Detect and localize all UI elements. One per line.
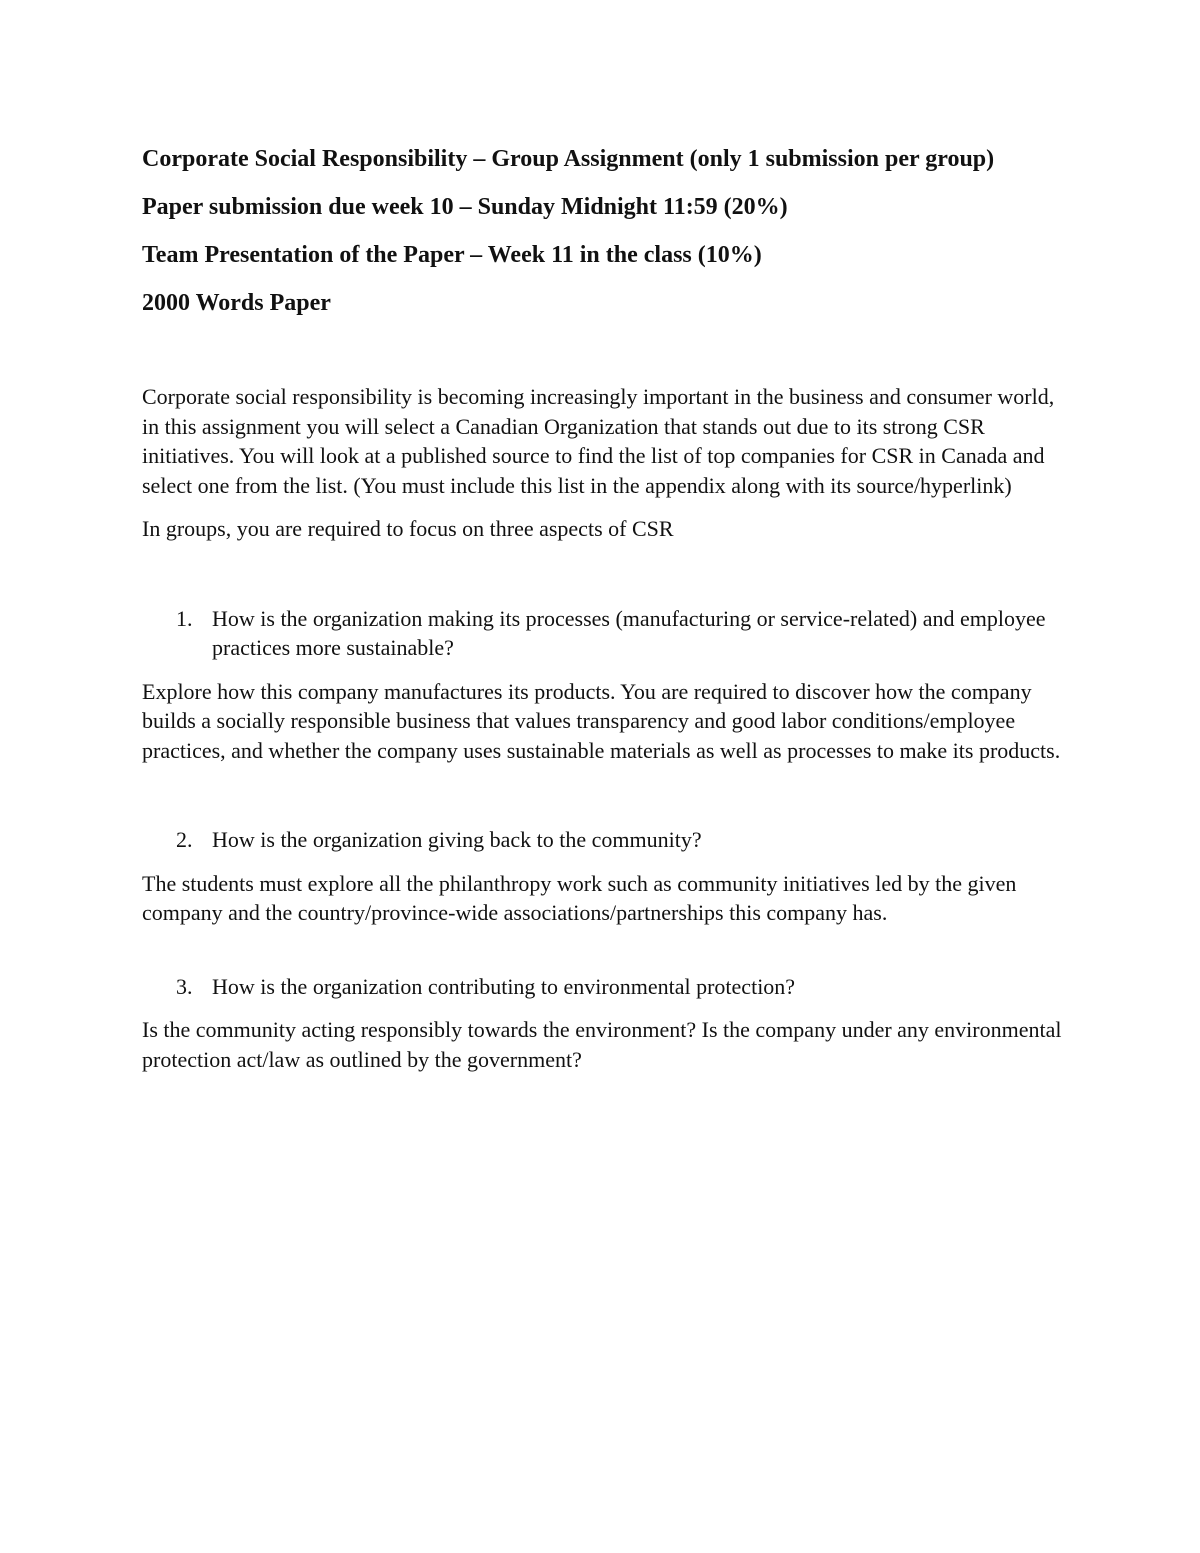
document-body xyxy=(142,142,1062,1074)
question-item-2 xyxy=(142,825,1062,855)
question-description-3: Is the community acting responsibly towards the environment? Is the company under any environmental protection act/law as outlined by the government? xyxy=(142,1017,1062,1072)
question-item-3 xyxy=(142,972,1062,1002)
question-description-1: Explore how this company manufactures its products. You are required to discover how the company builds a socially responsible business that values transparency and good labor conditions/employee practices, and whether the company uses sustainable materials as well as processes to make its products. xyxy=(142,678,1061,763)
question-number: 3. xyxy=(176,973,193,999)
due-date-line: Paper submission due week 10 – Sunday Midnight 11:59 (20%) xyxy=(142,194,788,220)
presentation-line: Team Presentation of the Paper – Week 11 in the class (10%) xyxy=(142,242,762,268)
question-item-1 xyxy=(142,604,1062,663)
question-text: How is the organization making its processes (manufacturing or service-related) and employee practices more sustainable? xyxy=(212,605,1046,660)
question-text: How is the organization giving back to the community? xyxy=(212,827,702,852)
document-title: Corporate Social Responsibility – Group Assignment (only 1 submission per group) xyxy=(142,146,995,172)
question-number: 1. xyxy=(176,605,193,631)
lead-line: In groups, you are required to focus on three aspects of CSR xyxy=(142,516,674,541)
word-count-line: 2000 Words Paper xyxy=(142,290,331,316)
question-description-2: The students must explore all the philanthropy work such as community initiatives led by the given company and the country/province-wide associations/partnerships this company has. xyxy=(142,870,1017,925)
question-number: 2. xyxy=(176,827,193,852)
intro-paragraph: Corporate social responsibility is becoming increasingly important in the business and consumer world, in this assignment you will select a Canadian Organization that stands out due to its strong CSR initiatives. You will look at a published source to find the list of top companies for CSR in Canada and select one from the list. (You must include this list in the appendix along with its source/hyperlink) xyxy=(142,384,1055,498)
question-text: How is the organization contributing to environmental protection? xyxy=(212,973,796,999)
